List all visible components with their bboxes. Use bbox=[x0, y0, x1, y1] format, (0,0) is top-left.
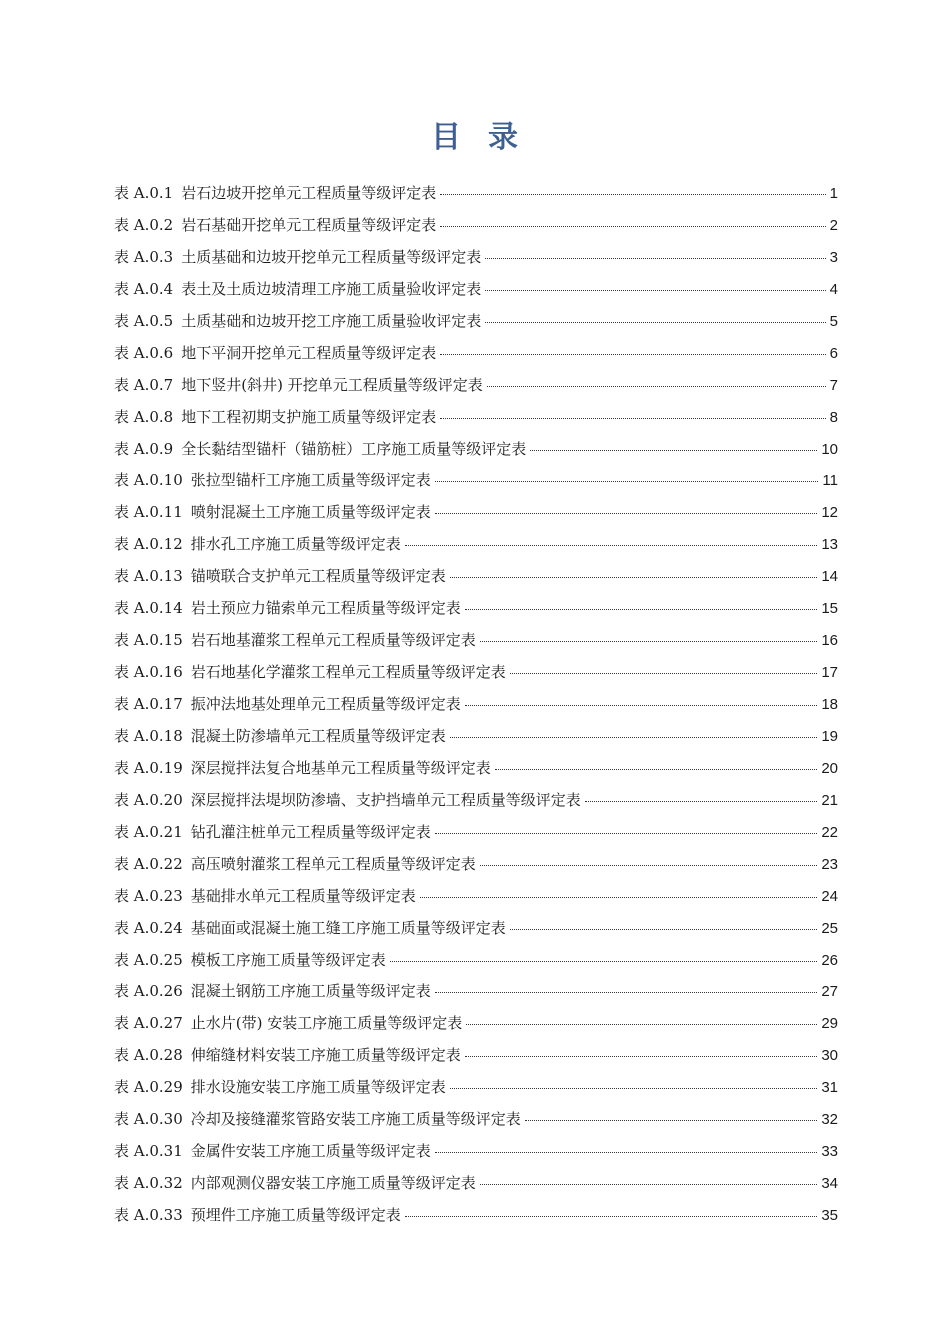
toc-entry-page-number: 6 bbox=[829, 344, 838, 362]
toc-entry[interactable] bbox=[114, 274, 838, 306]
toc-entry-code: 表 A.0.7 bbox=[114, 375, 174, 394]
toc-entry-title: 内部观测仪器安装工序施工质量等级评定表 bbox=[190, 1174, 476, 1193]
toc-entry-title: 岩石地基化学灌浆工程单元工程质量等级评定表 bbox=[190, 663, 506, 682]
toc-entry-title: 基础面或混凝土施工缝工序施工质量等级评定表 bbox=[190, 918, 506, 937]
toc-entry-title: 冷却及接缝灌浆管路安装工序施工质量等级评定表 bbox=[190, 1110, 521, 1129]
toc-entry-title: 深层搅拌法堤坝防渗墙、支护挡墙单元工程质量等级评定表 bbox=[190, 790, 581, 809]
toc-entry-title: 表土及土质边坡清理工序施工质量验收评定表 bbox=[181, 279, 482, 298]
toc-entry[interactable] bbox=[114, 913, 838, 945]
toc-entry[interactable] bbox=[114, 817, 838, 849]
toc-dot-leader bbox=[435, 992, 818, 993]
toc-entry-page-number: 35 bbox=[821, 1207, 838, 1224]
toc-dot-leader bbox=[440, 354, 825, 355]
toc-entry-title: 止水片(带) 安装工序施工质量等级评定表 bbox=[190, 1014, 463, 1033]
toc-entry-page-number: 30 bbox=[821, 1047, 838, 1065]
toc-dot-leader bbox=[510, 673, 818, 674]
toc-entry-code: 表 A.0.9 bbox=[114, 439, 174, 458]
toc-entry-title: 混凝土防渗墙单元工程质量等级评定表 bbox=[190, 726, 446, 745]
toc-entry-title: 地下竖井(斜井) 开挖单元工程质量等级评定表 bbox=[181, 375, 483, 394]
toc-entry-code: 表 A.0.29 bbox=[114, 1078, 183, 1097]
toc-entry-title: 高压喷射灌浆工程单元工程质量等级评定表 bbox=[190, 854, 476, 873]
toc-dot-leader bbox=[480, 865, 818, 866]
toc-dot-leader bbox=[465, 609, 818, 610]
toc-entry-title: 张拉型锚杆工序施工质量等级评定表 bbox=[190, 471, 431, 490]
toc-dot-leader bbox=[495, 769, 818, 770]
toc-dot-leader bbox=[440, 418, 825, 419]
toc-entry-page-number: 14 bbox=[821, 568, 838, 586]
toc-entry[interactable] bbox=[114, 1008, 838, 1040]
toc-entry-code: 表 A.0.5 bbox=[114, 311, 174, 330]
toc-dot-leader bbox=[450, 737, 818, 738]
toc-entry-code: 表 A.0.6 bbox=[114, 343, 174, 362]
toc-dot-leader bbox=[435, 513, 818, 514]
toc-entry-code: 表 A.0.20 bbox=[114, 790, 183, 809]
toc-entry-page-number: 8 bbox=[829, 408, 838, 426]
toc-dot-leader bbox=[435, 833, 818, 834]
toc-entry-page-number: 29 bbox=[821, 1015, 838, 1033]
toc-dot-leader bbox=[525, 1120, 818, 1121]
toc-entry-title: 岩石地基灌浆工程单元工程质量等级评定表 bbox=[190, 631, 476, 650]
toc-entry-code: 表 A.0.22 bbox=[114, 854, 183, 873]
toc-entry[interactable] bbox=[114, 529, 838, 561]
toc-entry-title: 排水孔工序施工质量等级评定表 bbox=[190, 535, 401, 554]
toc-entry[interactable] bbox=[114, 625, 838, 657]
toc-dot-leader bbox=[440, 194, 825, 195]
toc-dot-leader bbox=[435, 481, 819, 482]
toc-entry-code: 表 A.0.28 bbox=[114, 1046, 183, 1065]
toc-dot-leader bbox=[510, 929, 818, 930]
toc-entry-code: 表 A.0.3 bbox=[114, 247, 174, 266]
toc-entry[interactable] bbox=[114, 210, 838, 242]
toc-entry-page-number: 26 bbox=[821, 951, 838, 969]
toc-entry-page-number: 10 bbox=[821, 440, 838, 458]
title-char-2: 录 bbox=[488, 120, 519, 155]
toc-entry[interactable] bbox=[114, 561, 838, 593]
toc-entry-code: 表 A.0.31 bbox=[114, 1142, 183, 1161]
toc-dot-leader bbox=[405, 545, 818, 546]
toc-entry-page-number: 18 bbox=[821, 696, 838, 713]
toc-entry[interactable] bbox=[114, 370, 838, 402]
toc-entry[interactable] bbox=[114, 338, 838, 370]
toc-entry-page-number: 15 bbox=[821, 600, 838, 618]
toc-entry-code: 表 A.0.11 bbox=[114, 503, 183, 522]
toc-dot-leader bbox=[390, 961, 818, 962]
toc-entry-title: 基础排水单元工程质量等级评定表 bbox=[190, 886, 416, 905]
toc-entry-page-number: 31 bbox=[821, 1079, 838, 1097]
toc-dot-leader bbox=[530, 450, 817, 451]
toc-entry-page-number: 32 bbox=[821, 1111, 838, 1129]
toc-dot-leader bbox=[480, 1184, 818, 1185]
toc-entry-title: 金属件安装工序施工质量等级评定表 bbox=[190, 1142, 431, 1161]
toc-entry-title: 喷射混凝土工序施工质量等级评定表 bbox=[190, 503, 431, 522]
toc-dot-leader bbox=[480, 641, 818, 642]
toc-entry-title: 混凝土钢筋工序施工质量等级评定表 bbox=[190, 982, 431, 1001]
toc-entry-page-number: 24 bbox=[821, 887, 838, 905]
toc-entry-page-number: 25 bbox=[821, 919, 838, 937]
toc-entry-code: 表 A.0.21 bbox=[114, 822, 183, 841]
toc-entry-title: 预埋件工序施工质量等级评定表 bbox=[190, 1206, 401, 1224]
toc-entry-title: 土质基础和边坡开挖工序施工质量验收评定表 bbox=[181, 311, 482, 330]
toc-entry-title: 锚喷联合支护单元工程质量等级评定表 bbox=[190, 567, 446, 586]
toc-entry-title: 钻孔灌注桩单元工程质量等级评定表 bbox=[190, 822, 431, 841]
toc-dot-leader bbox=[405, 1216, 818, 1217]
toc-entry-page-number: 22 bbox=[821, 823, 838, 841]
toc-entry-title: 地下工程初期支护施工质量等级评定表 bbox=[181, 407, 437, 426]
toc-entry[interactable] bbox=[114, 497, 838, 529]
toc-dot-leader bbox=[485, 290, 825, 291]
toc-entry[interactable] bbox=[114, 465, 838, 497]
toc-entry[interactable] bbox=[114, 1200, 838, 1232]
toc-dot-leader bbox=[450, 577, 818, 578]
toc-entry[interactable] bbox=[114, 657, 838, 689]
toc-entry-code: 表 A.0.4 bbox=[114, 279, 174, 298]
toc-entry-code: 表 A.0.8 bbox=[114, 407, 174, 426]
toc-entry-page-number: 23 bbox=[821, 855, 838, 873]
toc-dot-leader bbox=[420, 897, 818, 898]
toc-entry-code: 表 A.0.17 bbox=[114, 695, 183, 713]
toc-entry-page-number: 33 bbox=[821, 1143, 838, 1161]
toc-entry-code: 表 A.0.19 bbox=[114, 758, 183, 777]
toc-entry-page-number: 7 bbox=[829, 376, 838, 394]
toc-entry[interactable] bbox=[114, 976, 838, 1008]
table-of-contents bbox=[114, 178, 838, 1232]
toc-entry-page-number: 4 bbox=[829, 280, 838, 298]
toc-entry-code: 表 A.0.27 bbox=[114, 1014, 183, 1033]
toc-entry-page-number: 34 bbox=[821, 1175, 838, 1193]
toc-entry-page-number: 16 bbox=[821, 632, 838, 650]
toc-entry[interactable] bbox=[114, 178, 838, 210]
toc-entry-code: 表 A.0.16 bbox=[114, 663, 183, 682]
toc-entry-title: 排水设施安装工序施工质量等级评定表 bbox=[190, 1078, 446, 1097]
toc-entry-code: 表 A.0.18 bbox=[114, 726, 183, 745]
toc-entry-page-number: 27 bbox=[821, 983, 838, 1001]
toc-entry[interactable] bbox=[114, 1072, 838, 1104]
toc-entry-page-number: 2 bbox=[829, 216, 838, 234]
toc-entry-page-number: 5 bbox=[829, 312, 838, 330]
toc-dot-leader bbox=[465, 1056, 818, 1057]
toc-entry-title: 深层搅拌法复合地基单元工程质量等级评定表 bbox=[190, 758, 491, 777]
toc-entry-page-number: 13 bbox=[821, 536, 838, 554]
toc-entry-title: 地下平洞开挖单元工程质量等级评定表 bbox=[181, 343, 437, 362]
toc-entry-page-number: 21 bbox=[821, 791, 838, 809]
toc-entry-code: 表 A.0.13 bbox=[114, 567, 183, 586]
toc-entry-code: 表 A.0.15 bbox=[114, 631, 183, 650]
toc-entry-code: 表 A.0.12 bbox=[114, 535, 183, 554]
toc-dot-leader bbox=[440, 226, 825, 227]
toc-dot-leader bbox=[487, 386, 826, 387]
toc-entry-page-number: 19 bbox=[821, 727, 838, 745]
toc-entry[interactable] bbox=[114, 1104, 838, 1136]
page-title bbox=[0, 112, 950, 156]
toc-entry[interactable] bbox=[114, 402, 838, 434]
toc-entry-page-number: 3 bbox=[829, 248, 838, 266]
toc-entry-title: 振冲法地基处理单元工程质量等级评定表 bbox=[190, 695, 461, 713]
toc-entry[interactable] bbox=[114, 1168, 838, 1200]
toc-entry[interactable] bbox=[114, 434, 838, 466]
toc-entry-code: 表 A.0.2 bbox=[114, 215, 174, 234]
toc-entry[interactable] bbox=[114, 721, 838, 753]
toc-entry[interactable] bbox=[114, 945, 838, 977]
toc-entry-code: 表 A.0.14 bbox=[114, 599, 183, 618]
toc-entry-code: 表 A.0.23 bbox=[114, 886, 183, 905]
toc-entry[interactable] bbox=[114, 242, 838, 274]
toc-entry-title: 全长黏结型锚杆（锚筋桩）工序施工质量等级评定表 bbox=[181, 439, 527, 458]
toc-entry[interactable] bbox=[114, 593, 838, 625]
toc-dot-leader bbox=[435, 1152, 818, 1153]
toc-entry[interactable] bbox=[114, 1040, 838, 1072]
toc-entry-code: 表 A.0.24 bbox=[114, 918, 183, 937]
toc-entry-title: 岩石基础开挖单元工程质量等级评定表 bbox=[181, 215, 437, 234]
toc-dot-leader bbox=[485, 322, 825, 323]
toc-entry[interactable] bbox=[114, 881, 838, 913]
toc-entry[interactable] bbox=[114, 1136, 838, 1168]
toc-dot-leader bbox=[450, 1088, 818, 1089]
toc-dot-leader bbox=[585, 801, 818, 802]
toc-entry-code: 表 A.0.10 bbox=[114, 471, 183, 490]
toc-entry-page-number: 11 bbox=[822, 472, 838, 490]
toc-dot-leader bbox=[465, 705, 818, 706]
toc-entry[interactable] bbox=[114, 689, 838, 721]
toc-entry[interactable] bbox=[114, 753, 838, 785]
toc-entry-title: 岩土预应力锚索单元工程质量等级评定表 bbox=[190, 599, 461, 618]
toc-entry-title: 岩石边坡开挖单元工程质量等级评定表 bbox=[181, 184, 437, 202]
toc-dot-leader bbox=[485, 258, 825, 259]
title-char-1: 目 bbox=[431, 120, 462, 155]
toc-entry-code: 表 A.0.26 bbox=[114, 982, 183, 1001]
toc-entry-title: 模板工序施工质量等级评定表 bbox=[190, 950, 386, 969]
toc-entry-page-number: 20 bbox=[821, 759, 838, 777]
toc-entry-title: 伸缩缝材料安装工序施工质量等级评定表 bbox=[190, 1046, 461, 1065]
toc-entry-code: 表 A.0.32 bbox=[114, 1174, 183, 1193]
toc-entry-code: 表 A.0.25 bbox=[114, 950, 183, 969]
toc-entry-code: 表 A.0.33 bbox=[114, 1206, 183, 1224]
toc-entry[interactable] bbox=[114, 785, 838, 817]
toc-entry-code: 表 A.0.1 bbox=[114, 184, 174, 202]
toc-dot-leader bbox=[466, 1024, 817, 1025]
toc-entry[interactable] bbox=[114, 306, 838, 338]
toc-entry-title: 土质基础和边坡开挖单元工程质量等级评定表 bbox=[181, 247, 482, 266]
toc-entry-code: 表 A.0.30 bbox=[114, 1110, 183, 1129]
toc-entry-page-number: 1 bbox=[829, 185, 838, 202]
toc-entry-page-number: 17 bbox=[821, 664, 838, 682]
toc-entry[interactable] bbox=[114, 849, 838, 881]
toc-entry-page-number: 12 bbox=[821, 504, 838, 522]
